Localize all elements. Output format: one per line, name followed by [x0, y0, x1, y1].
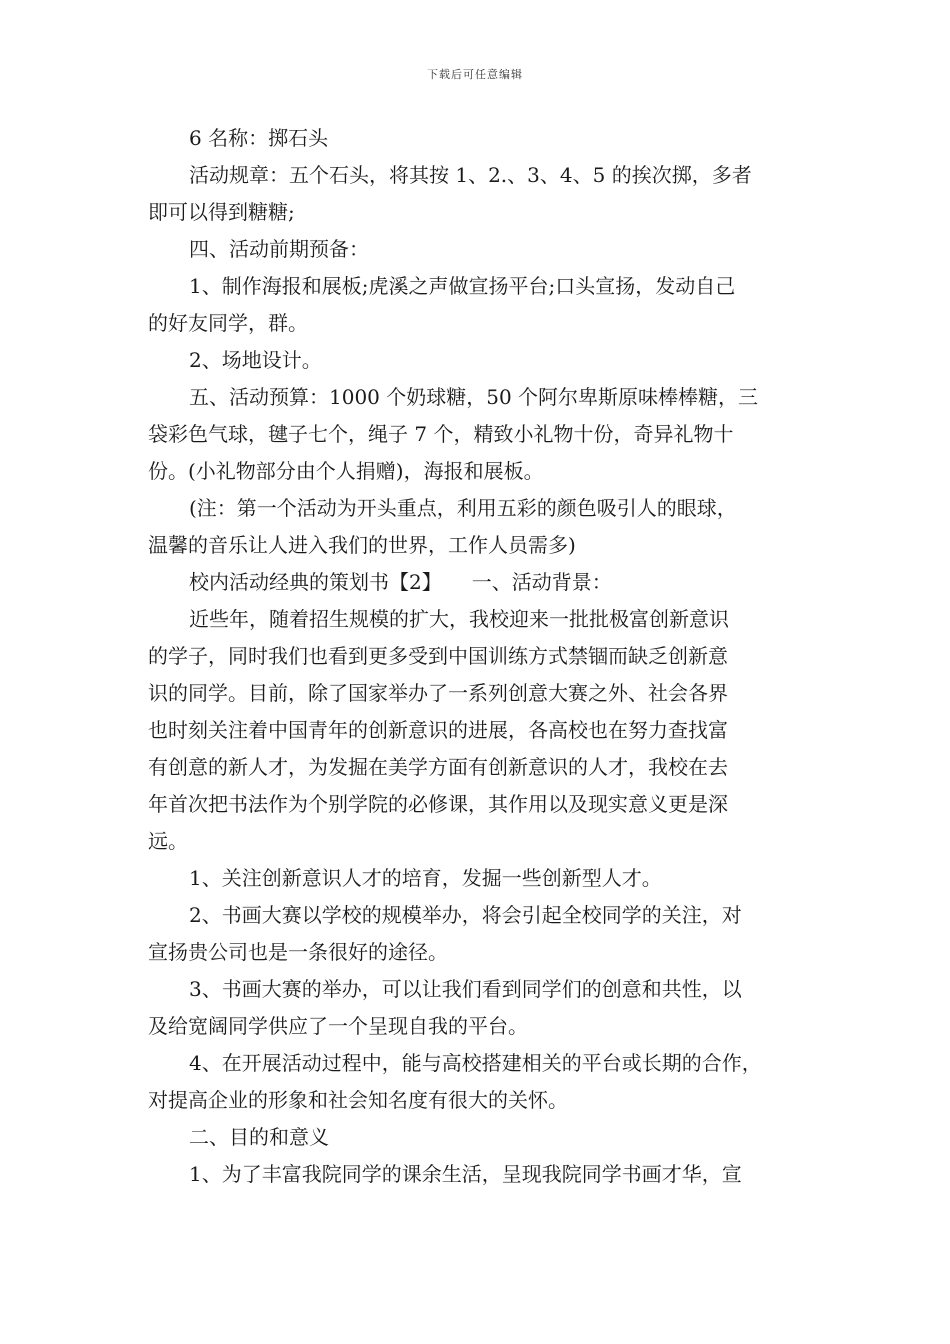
text-line: 远。	[148, 829, 188, 853]
text-line: 年首次把书法作为个别学院的必修课，其作用以及现实意义更是深	[148, 792, 728, 816]
text-line: 活动规章：五个石头，将其按 1、2.、3、4、5 的挨次掷，多者	[189, 163, 752, 187]
text-line: 近些年，随着招生规模的扩大，我校迎来一批批极富创新意识	[189, 607, 729, 631]
text-line: 1、制作海报和展板;虎溪之声做宣扬平台;口头宣扬，发动自己	[189, 274, 736, 298]
text-line: 的好友同学，群。	[148, 311, 308, 335]
text-line: 1、关注创新意识人才的培育，发掘一些创新型人才。	[189, 866, 662, 890]
text-line: 四、活动前期预备：	[189, 237, 369, 261]
text-line: 1、为了丰富我院同学的课余生活，呈现我院同学书画才华，宣	[189, 1162, 742, 1186]
text-line: 即可以得到糖糖;	[148, 200, 295, 224]
text-line: 6 名称：掷石头	[189, 126, 329, 150]
text-line: 及给宽阔同学供应了一个呈现自我的平台。	[148, 1014, 528, 1038]
page-header: 下载后可任意编辑	[427, 68, 523, 81]
text-line: 对提高企业的形象和社会知名度有很大的关怀。	[148, 1088, 568, 1112]
text-line: 五、活动预算：1000 个奶球糖，50 个阿尔卑斯原味棒棒糖，三	[189, 385, 759, 409]
text-line: 份。(小礼物部分由个人捐赠)，海报和展板。	[148, 459, 544, 483]
text-line: 有创意的新人才，为发掘在美学方面有创新意识的人才，我校在去	[148, 755, 728, 779]
text-line: (注：第一个活动为开头重点，利用五彩的颜色吸引人的眼球，	[189, 496, 737, 520]
text-line: 3、书画大赛的举办，可以让我们看到同学们的创意和共性，以	[189, 977, 742, 1001]
text-line: 也时刻关注着中国青年的创新意识的进展，各高校也在努力查找富	[148, 718, 728, 742]
text-line: 识的同学。目前，除了国家举办了一系列创意大赛之外、社会各界	[148, 681, 728, 705]
text-line: 2、书画大赛以学校的规模举办，将会引起全校同学的关注，对	[189, 903, 742, 927]
section-heading: 校内活动经典的策划书【2】 一、活动背景：	[189, 570, 612, 594]
text-line: 袋彩色气球，毽子七个，绳子 7 个，精致小礼物十份，奇异礼物十	[148, 422, 734, 446]
text-line: 宣扬贵公司也是一条很好的途径。	[148, 940, 448, 964]
text-line: 的学子，同时我们也看到更多受到中国训练方式禁锢而缺乏创新意	[148, 644, 728, 668]
document-body	[148, 120, 808, 1193]
text-line: 2、场地设计。	[189, 348, 322, 372]
text-line: 4、在开展活动过程中，能与高校搭建相关的平台或长期的合作，	[189, 1051, 762, 1075]
text-line: 温馨的音乐让人进入我们的世界，工作人员需多)	[148, 533, 576, 557]
section-heading: 二、目的和意义	[189, 1125, 329, 1149]
